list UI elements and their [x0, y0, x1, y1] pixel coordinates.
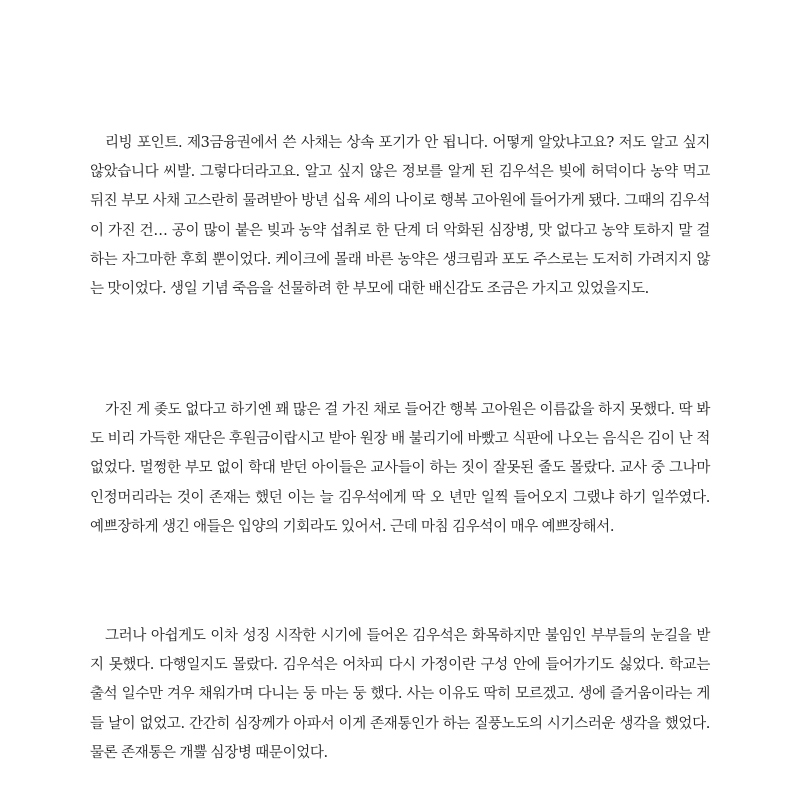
paragraph-2: 가진 게 좆도 없다고 하기엔 꽤 많은 걸 가진 채로 들어간 행복 고아원은 이름값을 하지 못했다. 딱 봐도 비리 가득한 재단은 후원금이랍시고 받아 원장 배 불리기에 바빴고 식판에 나오는 음식은 김이 난 적 없었다. 멀쩡한 부모 없이 학대 받던 아이들은 교사들이 하는 짓이 잘못된 줄도 몰랐다. 교사 중 그나마 인정머리라는 것이 존재는 했던 이는 늘 김우석에게 딱 오 년만 일찍 들어오지 그랬냐 하기 일쑤였다. 예쁘장하게 생긴 애들은 입양의 기회라도 있어서. 근데 마침 김우석이 매우 예쁘장해서. [90, 402, 710, 535]
paragraph-3: 그러나 아쉽게도 이차 성징 시작한 시기에 들어온 김우석은 화목하지만 불임인 부부들의 눈길을 받지 못했다. 다행일지도 몰랐다. 김우석은 어차피 다시 가정이란 구성 안에 들어가기도 싫었다. 학교는 출석 일수만 겨우 채워가며 다니는 둥 마는 둥 했다. 사는 이유도 딱히 모르겠고. 생에 즐거움이라는 게 들 날이 없었고. 간간히 심장께가 아파서 이게 존재통인가 하는 질풍노도의 시기스러운 생각을 했었다. 물론 존재통은 개뿔 심장병 때문이었다. [90, 628, 710, 761]
paragraph-1: 리빙 포인트. 제3금융권에서 쓴 사채는 상속 포기가 안 됩니다. 어떻게 알았냐고요? 저도 알고 싶지 않았습니다 씨발. 그렇다더라고요. 알고 싶지 않은 정보를 알게 된 김우석은 빚에 허덕이다 농약 먹고 뒤진 부모 사채 고스란히 물려받아 방년 십육 세의 나이로 행복 고아원에 들어가게 됐다. 그때의 김우석이 가진 건… 공이 많이 붙은 빚과 농약 섭취로 한 단계 더 악화된 심장병, 맛 없다고 농약 토하지 말 걸 하는 자그마한 후회 뿐이었다. 케이크에 몰래 바른 농약은 생크림과 포도 주스로는 도저히 가려지지 않는 맛이었다. 생일 기념 죽음을 선물하려 한 부모에 대한 배신감도 조금은 가지고 있었을지도. [90, 135, 710, 298]
